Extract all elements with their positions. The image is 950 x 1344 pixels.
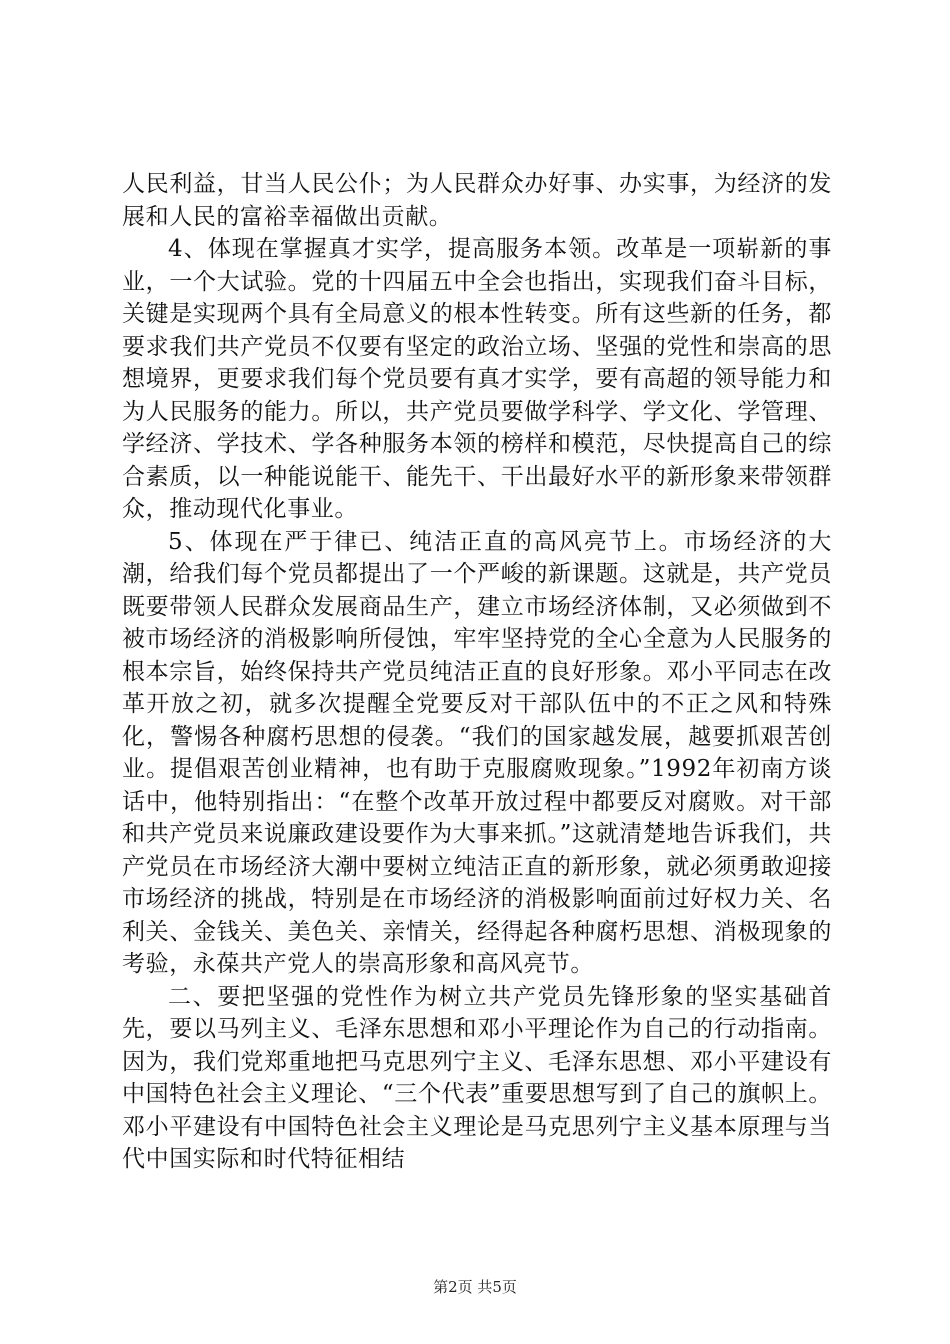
document-body — [122, 168, 832, 1176]
page-number-footer: 第2页 共5页 — [433, 1278, 517, 1296]
paragraph-point-5: 5、体现在严于律已、纯洁正直的高风亮节上。市场经济的大潮，给我们每个党员都提出了一个严峻的新课题。这就是，共产党员既要带领人民群众发展商品生产，建立市场经济体制，又必须做到不被市场经济的消极影响所侵蚀，牢牢坚持党的全心全意为人民服务的根本宗旨，始终保持共产党员纯洁正直的良好形象。邓小平同志在改革开放之初，就多次提醒全党要反对干部队伍中的不正之风和特殊化，警惕各种腐朽思想的侵袭。“我们的国家越发展，越要抓艰苦创业。提倡艰苦创业精神，也有助于克服腐败现象。”1992年初南方谈话中，他特别指出：“在整个改革开放过程中都要反对腐败。对干部和共产党员来说廉政建设要作为大事来抓。”这就清楚地告诉我们，共产党员在市场经济大潮中要树立纯洁正直的新形象，就必须勇敢迎接市场经济的挑战，特别是在市场经济的消极影响面前过好权力关、名利关、金钱关、美色关、亲情关，经得起各种腐朽思想、消极现象的考验，永葆共产党人的崇高形象和高风亮节。 — [122, 528, 832, 977]
paragraph-section-2: 二、要把坚强的党性作为树立共产党员先锋形象的坚实基础首先，要以马列主义、毛泽东思想和邓小平理论作为自己的行动指南。因为，我们党郑重地把马克思列宁主义、毛泽东思想、邓小平建设有中国特色社会主义理论、“三个代表”重要思想写到了自己的旗帜上。邓小平建设有中国特色社会主义理论是马克思列宁主义基本原理与当代中国实际和时代特征相结 — [122, 983, 832, 1172]
paragraph-point-4: 4、体现在掌握真才实学，提高服务本领。改革是一项崭新的事业，一个大试验。党的十四届五中全会也指出，实现我们奋斗目标，关键是实现两个具有全局意义的根本性转变。所有这些新的任务，都要求我们共产党员不仅要有坚定的政治立场、坚强的党性和崇高的思想境界，更要求我们每个党员要有真才实学，要有高超的领导能力和为人民服务的能力。所以，共产党员要做学科学、学文化、学管理、学经济、学技术、学各种服务本领的榜样和模范，尽快提高自己的综合素质，以一种能说能干、能先干、干出最好水平的新形象来带领群众，推动现代化事业。 — [122, 236, 832, 522]
paragraph-continuation: 人民利益，甘当人民公仆；为人民群众办好事、办实事，为经济的发展和人民的富裕幸福做出贡献。 — [122, 171, 832, 230]
